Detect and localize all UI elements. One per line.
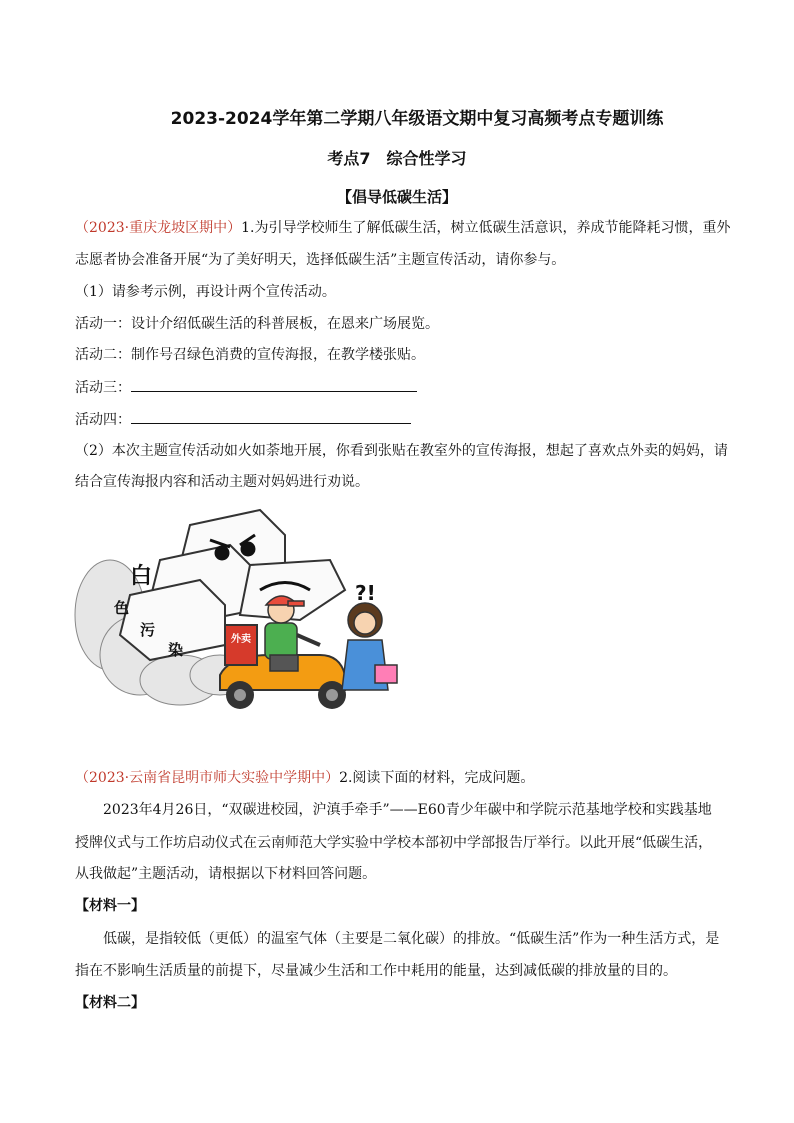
q1-activity-1: 活动一：设计介绍低碳生活的科普展板，在恩来广场展览。 <box>75 316 439 332</box>
q2-line-1 <box>75 768 534 788</box>
pollution-char-2: 色 <box>114 599 130 617</box>
q1-part2-a: （2）本次主题宣传活动如火如荼地开展，你看到张贴在教室外的宣传海报，想起了喜欢点外卖的妈妈，请 <box>75 443 728 459</box>
question-exclaim-bubble: ?! <box>355 581 376 605</box>
q2-p1-c: 从我做起”主题活动，请根据以下材料回答问题。 <box>75 866 377 882</box>
q1-part1: （1）请参考示例，再设计两个宣传活动。 <box>75 284 336 300</box>
delivery-box <box>225 625 257 665</box>
material-1-heading: 【材料一】 <box>75 898 145 914</box>
pollution-char-4: 染 <box>168 641 184 659</box>
delivery-box-label: 外卖 <box>231 634 251 645</box>
pollution-char-3: 污 <box>140 621 156 639</box>
activity-3-label: 活动三： <box>75 380 131 396</box>
q1-activity-3 <box>75 377 417 398</box>
material-1-line-b: 指在不影响生活质量的前提下，尽量减少生活和工作中耗用的能量，达到减低碳的排放量的目的。 <box>75 963 677 979</box>
activity-4-blank[interactable] <box>131 409 411 424</box>
material-2-heading: 【材料二】 <box>75 995 145 1011</box>
q1-text-a: 1.为引导学校师生了解低碳生活，树立低碳生活意识，养成节能降耗习惯，重外 <box>241 220 731 236</box>
activity-4-label: 活动四： <box>75 412 131 428</box>
q2-p1-a: 2023年4月26日，“双碳进校园，沪滇手牵手”——E60青少年碳中和学院示范基地学校和实践基地 <box>103 802 712 818</box>
q1-line-1 <box>75 218 730 238</box>
activity-3-blank[interactable] <box>131 377 417 392</box>
q2-p1-b: 授牌仪式与工作坊启动仪式在云南师范大学实验中学校本部初中学部报告厅举行。以此开展“低碳生活， <box>75 835 713 851</box>
document-title: 2023-2024学年第二学期八年级语文期中复习高频考点专题训练 <box>170 109 664 129</box>
material-1-line-a: 低碳，是指较低（更低）的温室气体（主要是二氧化碳）的排放。“低碳生活”作为一种生活方式，是 <box>103 931 720 947</box>
q1-activity-2: 活动二：制作号召绿色消费的宣传海报，在教学楼张贴。 <box>75 347 425 363</box>
q1-source: （2023·重庆龙坡区期中） <box>75 220 242 236</box>
document-subtitle: 考点7 综合性学习 <box>327 149 467 168</box>
q1-activity-4 <box>75 409 411 430</box>
section-heading: 【倡导低碳生活】 <box>336 188 457 206</box>
white-pollution-cartoon <box>70 505 415 715</box>
mother-figure <box>342 603 397 690</box>
pollution-char-1: 白 <box>130 564 153 589</box>
q1-part2-b: 结合宣传海报内容和活动主题对妈妈进行劝说。 <box>75 474 369 490</box>
q1-text-b: 志愿者协会准备开展“为了美好明天，选择低碳生活”主题宣传活动，请你参与。 <box>75 252 566 268</box>
q2-source: （2023·云南省昆明市师大实验中学期中） <box>75 770 340 786</box>
q2-text: 2.阅读下面的材料，完成问题。 <box>339 770 535 786</box>
